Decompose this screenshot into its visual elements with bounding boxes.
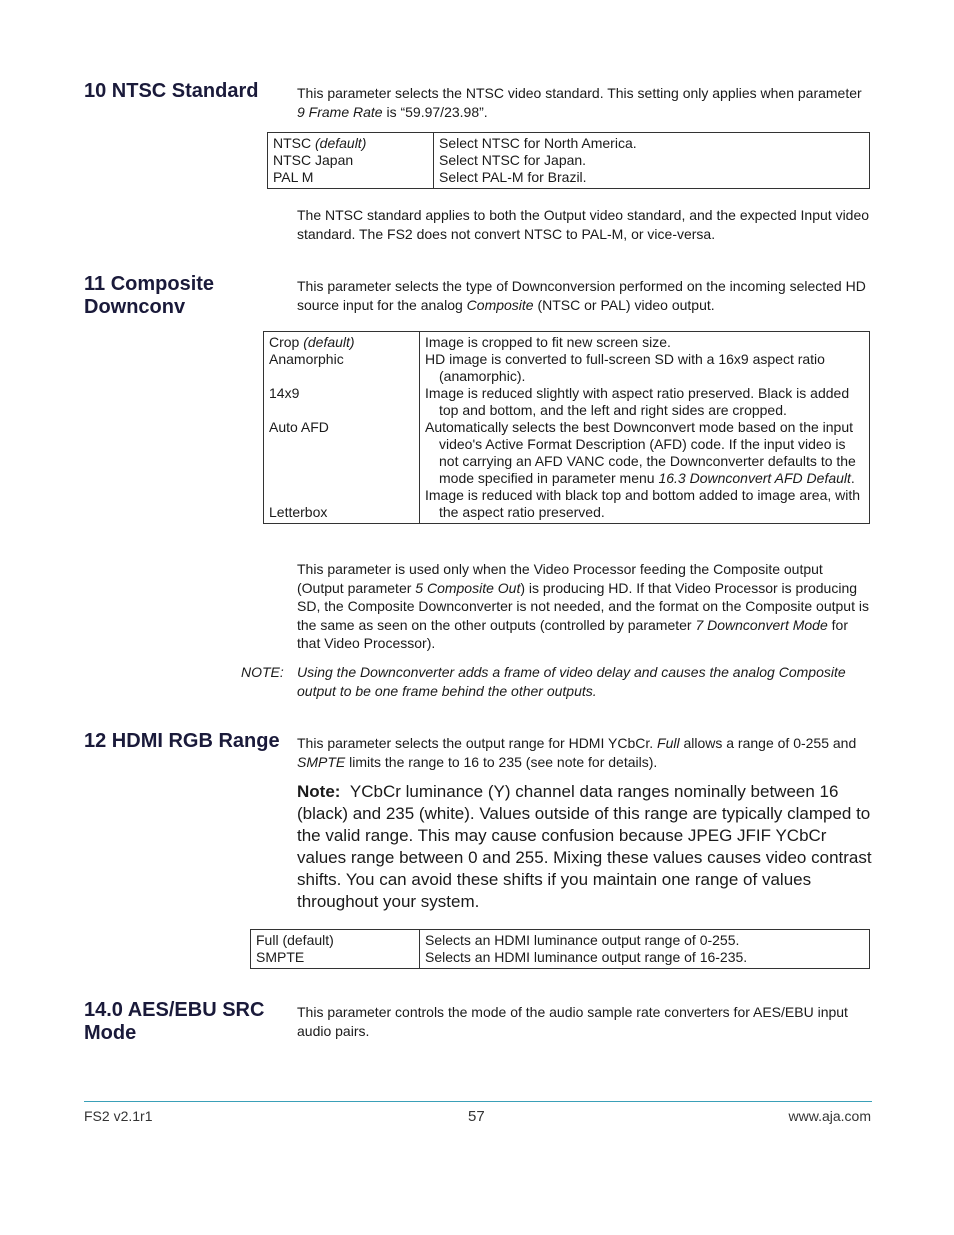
option-column bbox=[251, 930, 420, 969]
ntsc-options-table bbox=[267, 132, 870, 189]
section-10-heading: 10 NTSC Standard bbox=[84, 80, 259, 102]
desc-full: Selects an HDMI luminance output range of 0-255. bbox=[425, 932, 740, 948]
option-auto-afd: Auto AFD bbox=[269, 419, 329, 435]
option-ntsc: NTSC (default) bbox=[273, 135, 367, 151]
note-label: NOTE: bbox=[241, 664, 284, 680]
description-column bbox=[420, 332, 870, 524]
option-letterbox: Letterbox bbox=[269, 504, 328, 520]
option-ntsc-japan: NTSC Japan bbox=[273, 152, 354, 168]
description-column bbox=[420, 930, 870, 969]
section-14-heading: 14.0 AES/EBU SRC Mode bbox=[84, 999, 265, 1044]
section-11-after: This parameter is used only when the Video Processor feeding the Composite output (Output parameter 5 Composite Out) is producing HD. If that Video Processor is producing SD, the Composite Downconverter is not needed, and the format on the Composite output is the same as seen on the other outputs (controlled by parameter 7 Downconvert Mode for that Video Processor). bbox=[297, 561, 869, 652]
note-heading: Note: bbox=[297, 782, 341, 801]
option-column bbox=[264, 332, 420, 524]
footer-rule bbox=[84, 1101, 872, 1102]
desc-ntsc: Select NTSC for North America. bbox=[439, 135, 637, 151]
desc-auto-afd: Automatically selects the best Downconvert mode based on the input video's Active Format Description (AFD) code. If the input video is not carrying an AFD VANC code, the Downconverter defaults to the mode specified in parameter menu 16.3 Downconvert AFD Default. bbox=[425, 419, 856, 486]
desc-smpte: Selects an HDMI luminance output range of 16-235. bbox=[425, 949, 748, 965]
section-14-intro: This parameter controls the mode of the audio sample rate converters for AES/EBU input audio pairs. bbox=[297, 1004, 848, 1039]
option-anamorphic: Anamorphic bbox=[269, 351, 344, 367]
option-smpte: SMPTE bbox=[256, 949, 305, 965]
hdmi-range-table bbox=[250, 929, 870, 969]
option-full: Full (default) bbox=[256, 932, 334, 948]
footer-website: www.aja.com bbox=[788, 1108, 871, 1124]
section-11-intro: This parameter selects the type of Downconversion performed on the incoming selected HD source input for the analog Composite (NTSC or PAL) video output. bbox=[297, 278, 866, 313]
note-text: Using the Downconverter adds a frame of video delay and causes the analog Composite output to be one frame behind the other outputs. bbox=[297, 664, 846, 699]
section-10-after: The NTSC standard applies to both the Output video standard, and the expected Input video standard. The FS2 does not convert NTSC to PAL-M, or vice-versa. bbox=[297, 207, 870, 242]
downconvert-options-table bbox=[263, 331, 870, 524]
option-crop: Crop (default) bbox=[269, 334, 355, 350]
option-pal-m: PAL M bbox=[273, 169, 314, 185]
option-14x9: 14x9 bbox=[269, 385, 300, 401]
section-11-heading: 11 Composite Downconv bbox=[84, 273, 215, 318]
section-12-intro: This parameter selects the output range for HDMI YCbCr. Full allows a range of 0-255 and SMPTE limits the range to 16 to 235 (see note for details). bbox=[297, 735, 857, 770]
page-number: 57 bbox=[468, 1108, 485, 1125]
section-10-intro: This parameter selects the NTSC video standard. This setting only applies when parameter 9 Frame Rate is “59.97/23.98”. bbox=[297, 85, 862, 120]
desc-14x9: Image is reduced slightly with aspect ratio preserved. Black is added top and bottom, and the left and right sides are cropped. bbox=[425, 385, 850, 418]
desc-letterbox: Image is reduced with black top and bottom added to image area, with the aspect ratio preserved. bbox=[425, 487, 861, 520]
section-12-note: Note: YCbCr luminance (Y) channel data ranges nominally between 16 (black) and 235 (white). Values outside of this range are typically clamped to the valid range. This may cause confusion because JPEG JFIF YCbCr values range between 0 and 255. Mixing these values causes video contrast shifts. You can avoid these shifts if you maintain one range of values throughout your system. bbox=[297, 782, 872, 911]
description-column bbox=[434, 133, 870, 189]
desc-anamorphic: HD image is converted to full-screen SD with a 16x9 aspect ratio (anamorphic). bbox=[425, 351, 825, 384]
footer-version: FS2 v2.1r1 bbox=[84, 1108, 153, 1124]
section-12-heading: 12 HDMI RGB Range bbox=[84, 730, 280, 752]
option-column bbox=[268, 133, 434, 189]
desc-ntsc-japan: Select NTSC for Japan. bbox=[439, 152, 587, 168]
desc-crop: Image is cropped to fit new screen size. bbox=[425, 334, 671, 350]
desc-pal-m: Select PAL-M for Brazil. bbox=[439, 169, 587, 185]
